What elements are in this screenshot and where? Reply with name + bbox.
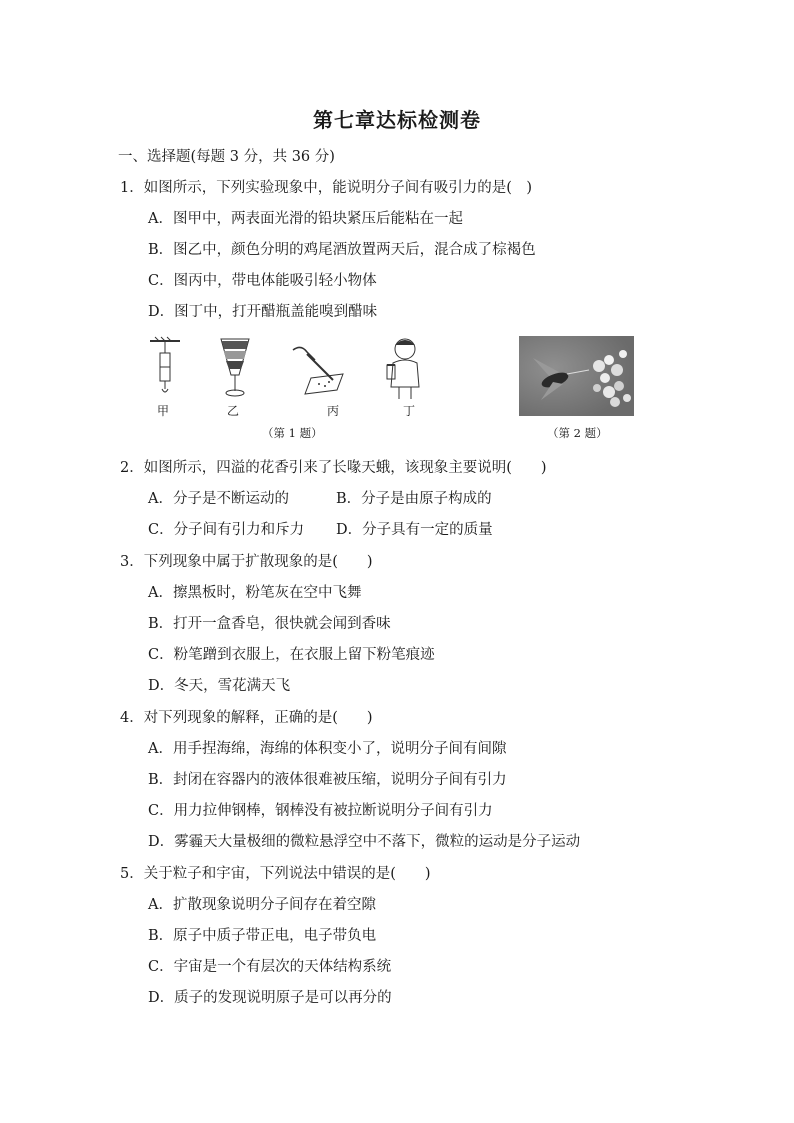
question-1-option-d: D．图丁中，打开醋瓶盖能嗅到醋味 — [148, 304, 378, 320]
question-5-option-a: A．扩散现象说明分子间存在着空隙 — [148, 897, 376, 913]
question-4-option-c: C．用力拉伸钢棒，钢棒没有被拉断说明分子间有引力 — [148, 803, 493, 819]
question-3-option-c: C．粉笔蹭到衣服上，在衣服上留下粉笔痕迹 — [148, 647, 435, 663]
section-heading: 一、选择题(每题 3 分，共 36 分) — [118, 149, 335, 165]
question-3-option-d: D．冬天，雪花满天飞 — [148, 678, 291, 694]
charged-rod-figure — [285, 340, 345, 410]
question-4-option-a: A．用手捏海绵，海绵的体积变小了，说明分子间有间隙 — [148, 741, 507, 757]
question-3-option-a: A．擦黑板时，粉笔灰在空中飞舞 — [148, 585, 362, 601]
question-3-option-b: B．打开一盒香皂，很快就会闻到香味 — [148, 616, 391, 632]
question-2-stem: 2．如图所示，四溢的花香引来了长喙天蛾，该现象主要说明( ) — [120, 460, 547, 476]
question-2-option-b: B．分子是由原子构成的 — [336, 491, 492, 507]
figure-label-yi: 乙 — [227, 404, 240, 418]
figure-label-bing: 丙 — [327, 404, 340, 418]
question-4-option-d: D．雾霾天大量极细的微粒悬浮空中不落下，微粒的运动是分子运动 — [148, 834, 581, 850]
question-2-option-a: A．分子是不断运动的 — [148, 491, 289, 507]
question-1-option-a: A．图甲中，两表面光滑的铅块紧压后能粘在一起 — [148, 211, 463, 227]
question-2-option-c: C．分子间有引力和斥力 — [148, 522, 305, 538]
figure-1-illustrations — [140, 335, 440, 405]
vinegar-smell-figure — [375, 335, 435, 405]
figure-1-caption: （第 1 题） — [262, 426, 323, 440]
question-5-option-d: D．质子的发现说明原子是可以再分的 — [148, 990, 392, 1006]
question-5-stem: 5．关于粒子和宇宙，下列说法中错误的是( ) — [120, 866, 431, 882]
question-2-option-d: D．分子具有一定的质量 — [336, 522, 493, 538]
question-4-stem: 4．对下列现象的解释，正确的是( ) — [120, 710, 373, 726]
question-5-option-c: C．宇宙是一个有层次的天体结构系统 — [148, 959, 392, 975]
exam-title: 第七章达标检测卷 — [313, 108, 481, 132]
lead-blocks-figure — [145, 335, 185, 405]
cocktail-glass-figure — [215, 335, 255, 405]
question-4-option-b: B．封闭在容器内的液体很难被压缩，说明分子间有引力 — [148, 772, 507, 788]
figure-2-caption: （第 2 题） — [547, 426, 608, 440]
question-1-option-c: C．图丙中，带电体能吸引轻小物体 — [148, 273, 377, 289]
question-1-option-b: B．图乙中，颜色分明的鸡尾酒放置两天后，混合成了棕褐色 — [148, 242, 536, 258]
figure-label-jia: 甲 — [157, 404, 170, 418]
question-3-stem: 3．下列现象中属于扩散现象的是( ) — [120, 554, 373, 570]
question-1-stem: 1．如图所示，下列实验现象中，能说明分子间有吸引力的是( ) — [120, 180, 533, 196]
question-5-option-b: B．原子中质子带正电，电子带负电 — [148, 928, 377, 944]
figure-label-ding: 丁 — [403, 404, 416, 418]
hawk-moth-flowers-photo — [519, 336, 634, 416]
